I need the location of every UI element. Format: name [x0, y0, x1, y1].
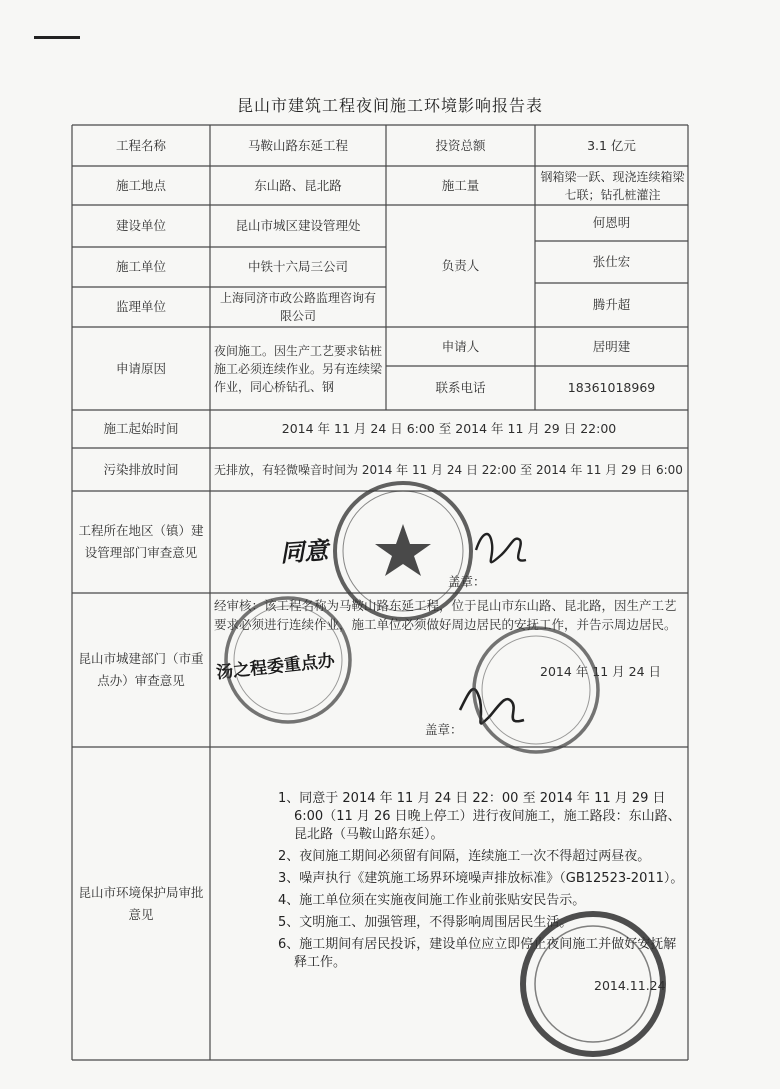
label-manager: 负责人 — [441, 258, 480, 273]
value-applicant: 居明建 — [592, 338, 631, 354]
label-supervisor: 监理单位 — [115, 299, 166, 314]
district-seal-label: 盖章： — [448, 574, 486, 589]
value-contractor-person: 张仕宏 — [592, 254, 631, 269]
label-contractor: 施工单位 — [115, 259, 166, 274]
label-builder: 建设单位 — [115, 218, 166, 233]
env-seal — [505, 900, 675, 1060]
district-handwriting: 同意 — [279, 535, 330, 568]
city-handwriting: 汤之程委重点办 — [215, 650, 336, 684]
label-district-review: 工程所在地区（镇）建设管理部门审查意见 — [78, 523, 204, 560]
list-item: 3、噪声执行《建筑施工场界环境噪声排放标准》（GB12523-2011）。 — [278, 871, 684, 886]
city-opinion: 经审核：该工程名称为马鞍山路东延工程，位于昆山市东山路、昆北路，因生产工艺要求必须进行连续作业，施工单位必须做好周边居民的安抚工作，并告示周边居民。 — [214, 598, 677, 632]
value-phone: 18361018969 — [567, 380, 656, 395]
city-seal-right — [466, 620, 606, 760]
list-item: 4、施工单位须在实施夜间施工作业前张贴安民告示。 — [278, 893, 586, 908]
district-signature — [470, 520, 530, 580]
value-reason: 夜间施工。因生产工艺要求钻桩施工必须连续作业。另有连续梁作业，同心桥钻孔、钢 — [214, 343, 382, 394]
value-builder: 昆山市城区建设管理处 — [235, 218, 361, 233]
label-project-name: 工程名称 — [115, 137, 166, 153]
label-site: 施工地点 — [115, 177, 166, 193]
list-item: 2、夜间施工期间必须留有间隔，连续施工一次不得超过两昼夜。 — [278, 849, 651, 864]
value-site: 东山路、昆北路 — [254, 177, 342, 193]
label-applicant: 申请人 — [441, 338, 480, 354]
value-project-name: 马鞍山路东延工程 — [247, 137, 348, 153]
value-period: 2014 年 11 月 24 日 6:00 至 2014 年 11 月 29 日 22:00 — [281, 421, 617, 436]
value-supervisor: 上海同济市政公路监理咨询有限公司 — [219, 291, 376, 323]
list-item: 6、施工期间有居民投诉，建设单位应立即停止夜间施工并做好安抚解释工作。 — [278, 937, 677, 970]
list-item: 1、同意于 2014 年 11 月 24 日 22：00 至 2014 年 11 月 29 日 6:00（11 月 26 日晚上停工）进行夜间施工，施工路段：东山路、昆北路（马鞍山路东延）。 — [278, 791, 681, 842]
value-investment: 3.1 亿元 — [587, 137, 636, 153]
list-item: 5、文明施工、加强管理，不得影响周围居民生活。 — [278, 915, 573, 930]
margin-mark — [34, 36, 80, 39]
label-period: 施工起始时间 — [103, 421, 179, 436]
env-date: 2014.11.24 — [594, 978, 666, 993]
label-phone: 联系电话 — [435, 380, 486, 395]
label-pollution: 污染排放时间 — [103, 461, 179, 477]
value-builder-person: 何恩明 — [592, 215, 631, 230]
label-work-amount: 施工量 — [441, 177, 480, 193]
label-env-approval: 昆山市环境保护局审批意见 — [78, 884, 204, 922]
label-city-review: 昆山市城建部门（市重点办）审查意见 — [78, 651, 204, 688]
city-seal-left — [218, 590, 358, 730]
city-seal-label: 盖章： — [425, 722, 463, 737]
value-supervisor-person: 腾升超 — [592, 297, 631, 312]
value-work-amount: 钢箱梁一跃、现浇连续箱梁七联；钻孔桩灌注 — [540, 169, 685, 202]
value-contractor: 中铁十六局三公司 — [247, 259, 348, 274]
value-pollution: 无排放，有轻微噪音时间为 2014 年 11 月 24 日 22:00 至 2014 年 11 月 29 日 6:00 — [214, 462, 683, 477]
city-date: 2014 年 11 月 24 日 — [540, 664, 661, 679]
page-title: 昆山市建筑工程夜间施工环境影响报告表 — [236, 96, 543, 115]
label-investment: 投资总额 — [435, 137, 486, 153]
label-reason: 申请原因 — [115, 360, 166, 376]
